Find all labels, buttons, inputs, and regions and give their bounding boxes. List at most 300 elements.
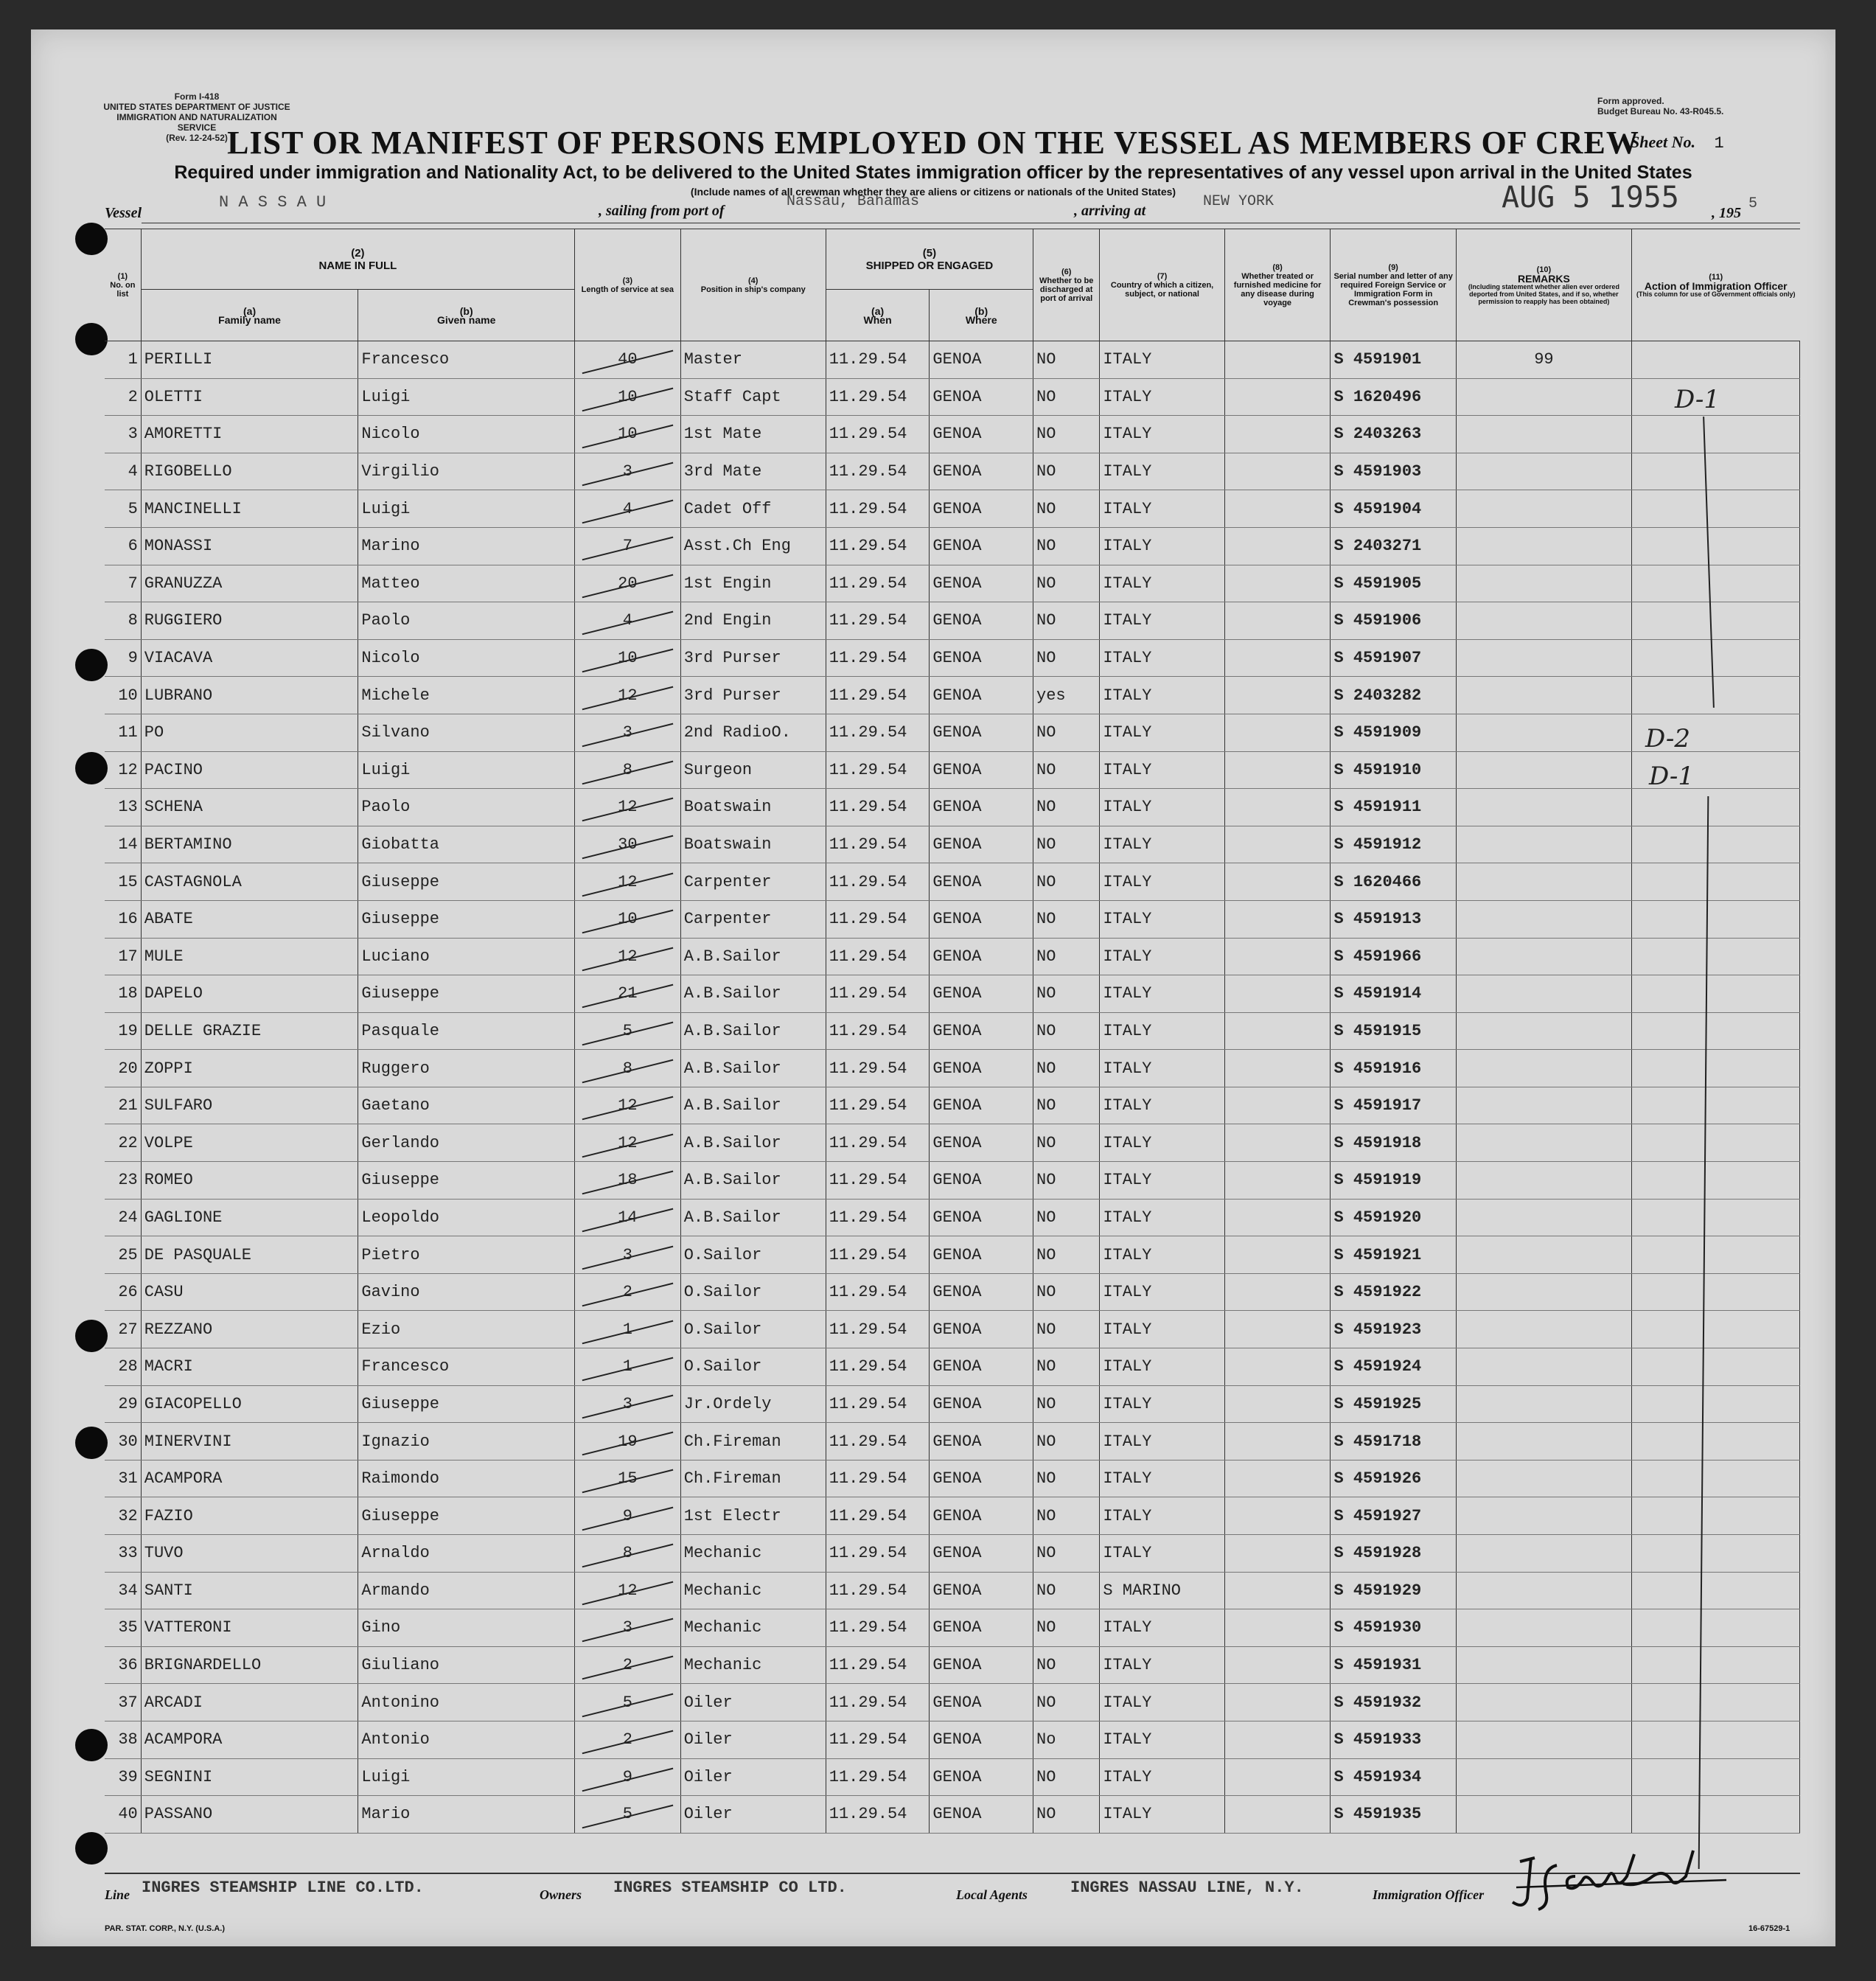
family-name-cell: PO bbox=[141, 714, 358, 751]
crew-row bbox=[105, 378, 1800, 416]
family-name-cell: VOLPE bbox=[141, 1124, 358, 1162]
shipped-when-cell: 11.29.54 bbox=[826, 490, 930, 528]
discharged-cell: NO bbox=[1033, 490, 1100, 528]
country-cell: ITALY bbox=[1100, 1199, 1224, 1236]
serial-number-cell: S 4591920 bbox=[1331, 1199, 1456, 1236]
medicine-cell bbox=[1224, 1087, 1331, 1124]
col-length-index: (3) bbox=[622, 276, 633, 285]
country-cell: ITALY bbox=[1100, 1385, 1224, 1423]
col-no-index: (1) bbox=[117, 271, 128, 281]
row-number-cell: 15 bbox=[105, 863, 141, 901]
row-number-cell: 1 bbox=[105, 341, 141, 379]
discharged-cell: NO bbox=[1033, 1758, 1100, 1796]
length-of-service-cell: 12 bbox=[574, 1124, 680, 1162]
shipped-where-cell: GENOA bbox=[930, 1162, 1033, 1200]
medicine-cell bbox=[1224, 1423, 1331, 1460]
col-discharged-text: Whether to be discharged at port of arrival bbox=[1039, 276, 1094, 303]
crew-row bbox=[105, 1385, 1800, 1423]
action-mark-row10: D-2 bbox=[1645, 724, 1691, 753]
serial-number-cell: S 1620496 bbox=[1331, 378, 1456, 416]
discharged-cell: NO bbox=[1033, 975, 1100, 1013]
row-number-cell: 27 bbox=[105, 1311, 141, 1348]
row-number-cell: 5 bbox=[105, 490, 141, 528]
position-cell: 2nd RadioO. bbox=[680, 714, 826, 751]
country-cell: ITALY bbox=[1100, 1721, 1224, 1758]
serial-number-cell: S 4591907 bbox=[1331, 639, 1456, 677]
family-name-cell: SANTI bbox=[141, 1572, 358, 1609]
row-number-cell: 8 bbox=[105, 602, 141, 640]
shipped-when-cell: 11.29.54 bbox=[826, 938, 930, 975]
position-cell: Asst.Ch Eng bbox=[680, 527, 826, 565]
family-name-cell: MANCINELLI bbox=[141, 490, 358, 528]
arriving-port: NEW YORK bbox=[1203, 193, 1275, 210]
form-code: 16-67529-1 bbox=[1748, 1924, 1790, 1933]
immigration-action-cell bbox=[1632, 1758, 1800, 1796]
shipped-when-cell: 11.29.54 bbox=[826, 863, 930, 901]
immigration-action-cell bbox=[1632, 1646, 1800, 1684]
crew-row bbox=[105, 602, 1800, 640]
given-name-cell: Nicolo bbox=[358, 416, 575, 453]
year-label: , 195 bbox=[1712, 205, 1741, 221]
given-name-cell: Leopoldo bbox=[358, 1199, 575, 1236]
medicine-cell bbox=[1224, 1236, 1331, 1274]
col-header-where bbox=[930, 290, 1033, 341]
col-country-index: (7) bbox=[1157, 271, 1168, 281]
crew-row bbox=[105, 416, 1800, 453]
serial-number-cell: S 4591912 bbox=[1331, 826, 1456, 863]
position-cell: 3rd Mate bbox=[680, 453, 826, 490]
country-cell: ITALY bbox=[1100, 1236, 1224, 1274]
crew-row bbox=[105, 1646, 1800, 1684]
position-cell: O.Sailor bbox=[680, 1311, 826, 1348]
col-given-text: Given name bbox=[436, 313, 496, 326]
remarks-cell bbox=[1456, 826, 1631, 863]
position-cell: Surgeon bbox=[680, 751, 826, 789]
crew-row bbox=[105, 938, 1800, 975]
vessel-label: Vessel bbox=[105, 205, 142, 221]
remarks-cell bbox=[1456, 639, 1631, 677]
col-serial-index: (9) bbox=[1388, 262, 1398, 272]
shipped-when-cell: 11.29.54 bbox=[826, 714, 930, 751]
given-name-cell: Gavino bbox=[358, 1273, 575, 1311]
row-number-cell: 31 bbox=[105, 1460, 141, 1497]
row-number-cell: 37 bbox=[105, 1684, 141, 1721]
serial-number-cell: S 4591922 bbox=[1331, 1273, 1456, 1311]
serial-number-cell: S 4591913 bbox=[1331, 900, 1456, 938]
medicine-cell bbox=[1224, 938, 1331, 975]
length-of-service-cell: 4 bbox=[574, 490, 680, 528]
col-header-name bbox=[141, 229, 574, 290]
immigration-action-cell bbox=[1632, 1572, 1800, 1609]
medicine-cell bbox=[1224, 900, 1331, 938]
discharged-cell: NO bbox=[1033, 1385, 1100, 1423]
crew-row bbox=[105, 1273, 1800, 1311]
shipped-when-cell: 11.29.54 bbox=[826, 1124, 930, 1162]
col-given-index: (b) bbox=[459, 304, 473, 317]
discharged-cell: NO bbox=[1033, 863, 1100, 901]
immigration-action-cell bbox=[1632, 1236, 1800, 1274]
medicine-cell bbox=[1224, 1758, 1331, 1796]
country-cell: ITALY bbox=[1100, 1124, 1224, 1162]
immigration-action-cell bbox=[1632, 789, 1800, 826]
medicine-cell bbox=[1224, 714, 1331, 751]
country-cell: ITALY bbox=[1100, 938, 1224, 975]
remarks-cell bbox=[1456, 975, 1631, 1013]
medicine-cell bbox=[1224, 378, 1331, 416]
col-action-text: (This column for use of Government officials only) bbox=[1636, 290, 1796, 298]
remarks-cell bbox=[1456, 1646, 1631, 1684]
position-cell: A.B.Sailor bbox=[680, 1162, 826, 1200]
position-cell: Mechanic bbox=[680, 1535, 826, 1573]
col-header-remarks bbox=[1456, 229, 1631, 341]
approval-text: Form approved. bbox=[1597, 96, 1664, 106]
given-name-cell: Luciano bbox=[358, 938, 575, 975]
row-number-cell: 25 bbox=[105, 1236, 141, 1274]
given-name-cell: Giuseppe bbox=[358, 1497, 575, 1535]
medicine-cell bbox=[1224, 975, 1331, 1013]
family-name-cell: ROMEO bbox=[141, 1162, 358, 1200]
length-of-service-cell: 3 bbox=[574, 1385, 680, 1423]
crew-row bbox=[105, 527, 1800, 565]
immigration-action-cell bbox=[1632, 527, 1800, 565]
immigration-action-cell bbox=[1632, 453, 1800, 490]
row-number-cell: 4 bbox=[105, 453, 141, 490]
footer-officer-label: Immigration Officer bbox=[1373, 1887, 1485, 1902]
length-of-service-cell: 3 bbox=[574, 1236, 680, 1274]
remarks-cell bbox=[1456, 1348, 1631, 1386]
row-number-cell: 38 bbox=[105, 1721, 141, 1758]
position-cell: 1st Engin bbox=[680, 565, 826, 602]
sheet-number-field bbox=[1631, 133, 1724, 153]
given-name-cell: Pietro bbox=[358, 1236, 575, 1274]
length-of-service-cell: 19 bbox=[574, 1423, 680, 1460]
shipped-when-cell: 11.29.54 bbox=[826, 453, 930, 490]
immigration-action-cell bbox=[1632, 1012, 1800, 1050]
shipped-where-cell: GENOA bbox=[930, 1273, 1033, 1311]
shipped-where-cell: GENOA bbox=[930, 677, 1033, 714]
position-cell: Staff Capt bbox=[680, 378, 826, 416]
form-revision: (Rev. 12-24-52) bbox=[166, 133, 228, 143]
remarks-cell bbox=[1456, 1236, 1631, 1274]
serial-number-cell: S 2403271 bbox=[1331, 527, 1456, 565]
immigration-action-cell bbox=[1632, 1684, 1800, 1721]
serial-number-cell: S 4591919 bbox=[1331, 1162, 1456, 1200]
crew-row bbox=[105, 1236, 1800, 1274]
col-action-title: Action of Immigration Officer bbox=[1644, 279, 1788, 292]
col-header-length bbox=[574, 229, 680, 341]
shipped-where-cell: GENOA bbox=[930, 1087, 1033, 1124]
medicine-cell bbox=[1224, 751, 1331, 789]
serial-number-cell: S 4591921 bbox=[1331, 1236, 1456, 1274]
serial-number-cell: S 4591928 bbox=[1331, 1535, 1456, 1573]
shipped-when-cell: 11.29.54 bbox=[826, 1721, 930, 1758]
shipped-where-cell: GENOA bbox=[930, 1684, 1033, 1721]
position-cell: Mechanic bbox=[680, 1609, 826, 1647]
shipped-when-cell: 11.29.54 bbox=[826, 1311, 930, 1348]
discharged-cell: NO bbox=[1033, 714, 1100, 751]
country-cell: ITALY bbox=[1100, 1796, 1224, 1834]
length-of-service-cell: 20 bbox=[574, 565, 680, 602]
row-number-cell: 16 bbox=[105, 900, 141, 938]
crew-row bbox=[105, 1162, 1800, 1200]
officer-signature bbox=[1505, 1847, 1748, 1913]
shipped-where-cell: GENOA bbox=[930, 490, 1033, 528]
remarks-cell bbox=[1456, 1199, 1631, 1236]
country-cell: ITALY bbox=[1100, 1460, 1224, 1497]
immigration-action-cell bbox=[1632, 938, 1800, 975]
length-of-service-cell: 14 bbox=[574, 1199, 680, 1236]
given-name-cell: Gerlando bbox=[358, 1124, 575, 1162]
shipped-when-cell: 11.29.54 bbox=[826, 789, 930, 826]
remarks-cell bbox=[1456, 677, 1631, 714]
family-name-cell: GAGLIONE bbox=[141, 1199, 358, 1236]
length-of-service-cell: 4 bbox=[574, 602, 680, 640]
immigration-action-cell bbox=[1632, 863, 1800, 901]
remarks-cell bbox=[1456, 938, 1631, 975]
remarks-cell bbox=[1456, 1758, 1631, 1796]
length-of-service-cell: 10 bbox=[574, 416, 680, 453]
family-name-cell: REZZANO bbox=[141, 1311, 358, 1348]
family-name-cell: SCHENA bbox=[141, 789, 358, 826]
discharged-cell: NO bbox=[1033, 1199, 1100, 1236]
length-of-service-cell: 3 bbox=[574, 1609, 680, 1647]
immigration-action-cell bbox=[1632, 1087, 1800, 1124]
crew-row bbox=[105, 1199, 1800, 1236]
remarks-cell bbox=[1456, 378, 1631, 416]
shipped-where-cell: GENOA bbox=[930, 1721, 1033, 1758]
crew-manifest-table bbox=[105, 229, 1800, 1834]
given-name-cell: Giuseppe bbox=[358, 1162, 575, 1200]
serial-number-cell: S 1620466 bbox=[1331, 863, 1456, 901]
col-remarks-index: (10) bbox=[1536, 265, 1552, 274]
position-cell: 1st Electr bbox=[680, 1497, 826, 1535]
country-cell: ITALY bbox=[1100, 1609, 1224, 1647]
family-name-cell: BRIGNARDELLO bbox=[141, 1646, 358, 1684]
row-number-cell: 34 bbox=[105, 1572, 141, 1609]
shipped-where-cell: GENOA bbox=[930, 639, 1033, 677]
crew-row bbox=[105, 1012, 1800, 1050]
page-subtitle: Required under immigration and Nationality Act, to be delivered to the United States immigration officer by the representatives of any vessel upon arrival in the United States bbox=[174, 162, 1692, 183]
medicine-cell bbox=[1224, 826, 1331, 863]
given-name-cell: Antonino bbox=[358, 1684, 575, 1721]
serial-number-cell: S 4591929 bbox=[1331, 1572, 1456, 1609]
family-name-cell: DELLE GRAZIE bbox=[141, 1012, 358, 1050]
remarks-cell bbox=[1456, 1796, 1631, 1834]
length-of-service-cell: 5 bbox=[574, 1796, 680, 1834]
country-cell: S MARINO bbox=[1100, 1572, 1224, 1609]
binder-hole bbox=[75, 649, 108, 681]
family-name-cell: PACINO bbox=[141, 751, 358, 789]
remarks-cell bbox=[1456, 1162, 1631, 1200]
row-number-cell: 20 bbox=[105, 1050, 141, 1087]
serial-number-cell: S 2403263 bbox=[1331, 416, 1456, 453]
manifest-sheet bbox=[31, 29, 1835, 1946]
serial-number-cell: S 4591926 bbox=[1331, 1460, 1456, 1497]
discharged-cell: NO bbox=[1033, 1609, 1100, 1647]
country-cell: ITALY bbox=[1100, 826, 1224, 863]
service-name: IMMIGRATION AND NATURALIZATION SERVICE bbox=[116, 112, 277, 133]
immigration-action-cell bbox=[1632, 1609, 1800, 1647]
col-header-no bbox=[105, 229, 141, 341]
shipped-when-cell: 11.29.54 bbox=[826, 1423, 930, 1460]
shipped-when-cell: 11.29.54 bbox=[826, 1646, 930, 1684]
col-shipped-index: (5) bbox=[922, 246, 937, 260]
medicine-cell bbox=[1224, 1609, 1331, 1647]
serial-number-cell: S 4591966 bbox=[1331, 938, 1456, 975]
given-name-cell: Virgilio bbox=[358, 453, 575, 490]
position-cell: Boatswain bbox=[680, 789, 826, 826]
remarks-cell bbox=[1456, 527, 1631, 565]
discharged-cell: NO bbox=[1033, 826, 1100, 863]
remarks-cell bbox=[1456, 1535, 1631, 1573]
medicine-cell bbox=[1224, 1535, 1331, 1573]
shipped-when-cell: 11.29.54 bbox=[826, 975, 930, 1013]
given-name-cell: Raimondo bbox=[358, 1460, 575, 1497]
length-of-service-cell: 12 bbox=[574, 789, 680, 826]
family-name-cell: CASU bbox=[141, 1273, 358, 1311]
medicine-cell bbox=[1224, 1348, 1331, 1386]
country-cell: ITALY bbox=[1100, 1348, 1224, 1386]
family-name-cell: ABATE bbox=[141, 900, 358, 938]
medicine-cell bbox=[1224, 1124, 1331, 1162]
shipped-when-cell: 11.29.54 bbox=[826, 1572, 930, 1609]
row-number-cell: 40 bbox=[105, 1796, 141, 1834]
discharged-cell: NO bbox=[1033, 789, 1100, 826]
shipped-where-cell: GENOA bbox=[930, 341, 1033, 379]
length-of-service-cell: 8 bbox=[574, 1050, 680, 1087]
length-of-service-cell: 12 bbox=[574, 1572, 680, 1609]
length-of-service-cell: 8 bbox=[574, 751, 680, 789]
discharged-cell: NO bbox=[1033, 341, 1100, 379]
medicine-cell bbox=[1224, 1684, 1331, 1721]
length-of-service-cell: 30 bbox=[574, 826, 680, 863]
position-cell: 2nd Engin bbox=[680, 602, 826, 640]
crew-row bbox=[105, 1609, 1800, 1647]
shipped-where-cell: GENOA bbox=[930, 863, 1033, 901]
crew-row bbox=[105, 714, 1800, 751]
discharged-cell: NO bbox=[1033, 1497, 1100, 1535]
row-number-cell: 33 bbox=[105, 1535, 141, 1573]
medicine-cell bbox=[1224, 1311, 1331, 1348]
position-cell: A.B.Sailor bbox=[680, 1199, 826, 1236]
shipped-where-cell: GENOA bbox=[930, 1348, 1033, 1386]
length-of-service-cell: 12 bbox=[574, 938, 680, 975]
given-name-cell: Luigi bbox=[358, 751, 575, 789]
shipped-when-cell: 11.29.54 bbox=[826, 1460, 930, 1497]
row-number-cell: 18 bbox=[105, 975, 141, 1013]
remarks-cell bbox=[1456, 1609, 1631, 1647]
binder-hole bbox=[75, 1832, 108, 1865]
position-cell: Master bbox=[680, 341, 826, 379]
shipped-when-cell: 11.29.54 bbox=[826, 1236, 930, 1274]
serial-number-cell: S 4591915 bbox=[1331, 1012, 1456, 1050]
shipped-when-cell: 11.29.54 bbox=[826, 602, 930, 640]
immigration-action-cell bbox=[1632, 1497, 1800, 1535]
remarks-cell bbox=[1456, 789, 1631, 826]
row-number-cell: 3 bbox=[105, 416, 141, 453]
row-number-cell: 19 bbox=[105, 1012, 141, 1050]
col-header-serial bbox=[1331, 229, 1456, 341]
row-number-cell: 6 bbox=[105, 527, 141, 565]
serial-number-cell: S 4591935 bbox=[1331, 1796, 1456, 1834]
discharged-cell: NO bbox=[1033, 565, 1100, 602]
immigration-action-cell bbox=[1632, 639, 1800, 677]
remarks-cell bbox=[1456, 1460, 1631, 1497]
discharged-cell: NO bbox=[1033, 938, 1100, 975]
discharged-cell: NO bbox=[1033, 602, 1100, 640]
country-cell: ITALY bbox=[1100, 900, 1224, 938]
family-name-cell: GIACOPELLO bbox=[141, 1385, 358, 1423]
length-of-service-cell: 2 bbox=[574, 1273, 680, 1311]
position-cell: Carpenter bbox=[680, 863, 826, 901]
shipped-where-cell: GENOA bbox=[930, 1311, 1033, 1348]
shipped-where-cell: GENOA bbox=[930, 1646, 1033, 1684]
medicine-cell bbox=[1224, 1050, 1331, 1087]
serial-number-cell: S 4591914 bbox=[1331, 975, 1456, 1013]
serial-number-cell: S 4591911 bbox=[1331, 789, 1456, 826]
discharged-cell: No bbox=[1033, 1721, 1100, 1758]
position-cell: Cadet Off bbox=[680, 490, 826, 528]
medicine-cell bbox=[1224, 565, 1331, 602]
length-of-service-cell: 9 bbox=[574, 1758, 680, 1796]
remarks-cell bbox=[1456, 602, 1631, 640]
immigration-action-cell bbox=[1632, 1124, 1800, 1162]
medicine-cell bbox=[1224, 1273, 1331, 1311]
row-number-cell: 2 bbox=[105, 378, 141, 416]
crew-row bbox=[105, 1423, 1800, 1460]
shipped-when-cell: 11.29.54 bbox=[826, 1796, 930, 1834]
crew-row bbox=[105, 1087, 1800, 1124]
medicine-cell bbox=[1224, 1646, 1331, 1684]
shipped-when-cell: 11.29.54 bbox=[826, 751, 930, 789]
immigration-action-cell bbox=[1632, 565, 1800, 602]
shipped-where-cell: GENOA bbox=[930, 1796, 1033, 1834]
serial-number-cell: S 4591934 bbox=[1331, 1758, 1456, 1796]
col-family-index: (a) bbox=[243, 304, 257, 317]
action-mark-row1: D-1 bbox=[1675, 385, 1720, 414]
remarks-cell bbox=[1456, 1273, 1631, 1311]
position-cell: A.B.Sailor bbox=[680, 938, 826, 975]
budget-number: Budget Bureau No. 43-R045.5. bbox=[1597, 106, 1724, 116]
family-name-cell: ACAMPORA bbox=[141, 1721, 358, 1758]
col-country-text: Country of which a citizen, subject, or national bbox=[1110, 280, 1214, 299]
serial-number-cell: S 4591905 bbox=[1331, 565, 1456, 602]
position-cell: Boatswain bbox=[680, 826, 826, 863]
row-number-cell: 36 bbox=[105, 1646, 141, 1684]
shipped-when-cell: 11.29.54 bbox=[826, 1199, 930, 1236]
shipped-when-cell: 11.29.54 bbox=[826, 1497, 930, 1535]
country-cell: ITALY bbox=[1100, 1012, 1224, 1050]
binder-hole bbox=[75, 1427, 108, 1459]
immigration-action-cell bbox=[1632, 677, 1800, 714]
crew-row bbox=[105, 751, 1800, 789]
medicine-cell bbox=[1224, 677, 1331, 714]
shipped-when-cell: 11.29.54 bbox=[826, 826, 930, 863]
crew-row bbox=[105, 1721, 1800, 1758]
length-of-service-cell: 10 bbox=[574, 900, 680, 938]
shipped-when-cell: 11.29.54 bbox=[826, 639, 930, 677]
remarks-cell bbox=[1456, 1721, 1631, 1758]
col-shipped-text: SHIPPED OR ENGAGED bbox=[865, 259, 994, 272]
remarks-cell bbox=[1456, 1684, 1631, 1721]
given-name-cell: Luigi bbox=[358, 490, 575, 528]
remarks-cell bbox=[1456, 1423, 1631, 1460]
shipped-where-cell: GENOA bbox=[930, 1050, 1033, 1087]
row-number-cell: 13 bbox=[105, 789, 141, 826]
shipped-when-cell: 11.29.54 bbox=[826, 1758, 930, 1796]
immigration-action-cell bbox=[1632, 900, 1800, 938]
length-of-service-cell: 5 bbox=[574, 1012, 680, 1050]
